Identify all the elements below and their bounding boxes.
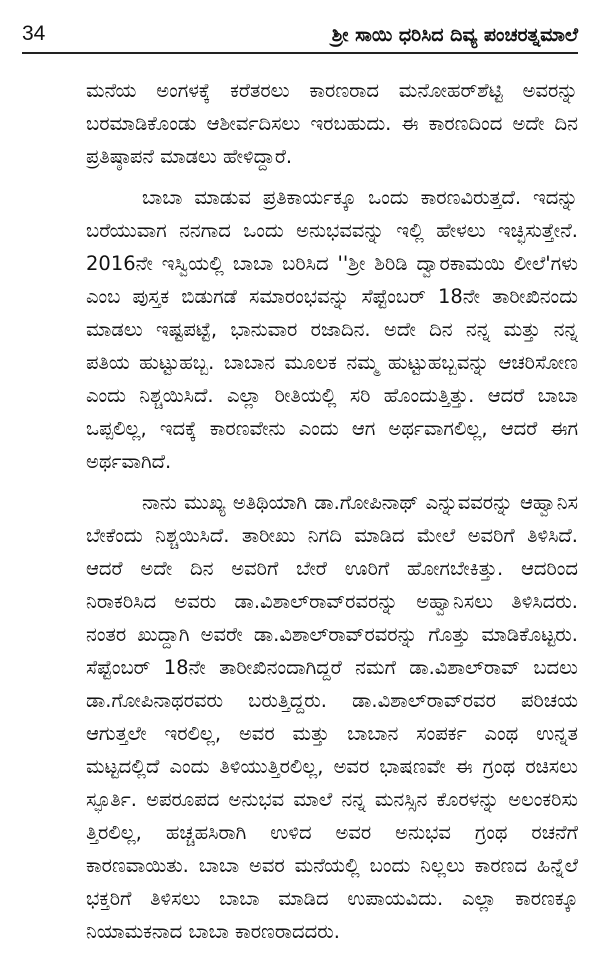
text-line: ಪತಿಯ ಹುಟ್ಟುಹಬ್ಬ. ಬಾಬಾನ ಮೂಲಕ ನಮ್ಮ ಹುಟ್ಟುಹಬ್ಬವನ್ನು ಆಚರಿಸೋಣ xyxy=(86,351,578,374)
page-body xyxy=(86,74,578,956)
text-line: ಡಾ.ಗೋಪಿನಾಥರವರು ಬರುತ್ತಿದ್ದರು. ಡಾ.ವಿಶಾಲ್‌ರಾವ್‌ರವರ ಪರಿಚಯ xyxy=(86,689,578,712)
text-line: ಆಗುತ್ತಲೇ ಇರಲಿಲ್ಲ, ಅವರ ಮತ್ತು ಬಾಬಾನ ಸಂಪರ್ಕ ಎಂಥ ಉನ್ನತ xyxy=(86,722,578,745)
text-line: ಕಾರಣವಾಯಿತು. ಬಾಬಾ ಅವರ ಮನೆಯಲ್ಲಿ ಬಂದು ನಿಲ್ಲಲು ಕಾರಣದ ಹಿನ್ನೆಲೆ xyxy=(86,854,578,877)
text-line: ನಾನು ಮುಖ್ಯ ಅತಿಥಿಯಾಗಿ ಡಾ.ಗೋಪಿನಾಥ್ ಎನ್ನುವವರನ್ನು ಆಹ್ವಾನಿಸ xyxy=(142,491,578,514)
text-line: ಒಪ್ಪಲಿಲ್ಲ, ಇದಕ್ಕೆ ಕಾರಣವೇನು ಎಂದು ಆಗ ಅರ್ಥವಾಗಲಿಲ್ಲ, ಆದರೆ ಈಗ xyxy=(86,417,578,440)
page-number: 34 xyxy=(22,22,46,45)
paragraph xyxy=(86,74,578,173)
text-line: ಪ್ರತಿಷ್ಠಾಪನೆ ಮಾಡಲು ಹೇಳಿದ್ದಾರೆ. xyxy=(86,145,293,168)
text-line: ಆದರೆ ಅದೇ ದಿನ ಅವರಿಗೆ ಬೇರೆ ಊರಿಗೆ ಹೋಗಬೇಕಿತ್ತು. ಆದರಿಂದ xyxy=(86,557,578,580)
text-line: ಸ್ಫೂರ್ತಿ. ಅಪರೂಪದ ಅನುಭವ ಮಾಲೆ ನನ್ನ ಮನಸ್ಸಿನ ಕೊರಳನ್ನು ಅಲಂಕರಿಸು xyxy=(86,788,578,811)
text-line: ಬರೆಯುವಾಗ ನನಗಾದ ಒಂದು ಅನುಭವವನ್ನು ಇಲ್ಲಿ ಹೇಳಲು ಇಚ್ಛಿಸುತ್ತೇನೆ. xyxy=(86,219,578,242)
text-line: ನಿರಾಕರಿಸಿದ ಅವರು ಡಾ.ವಿಶಾಲ್‌ರಾವ್‌ರವರನ್ನು ಅಹ್ವಾನಿಸಲು ತಿಳಿಸಿದರು. xyxy=(86,590,578,613)
text-line: ಅರ್ಥವಾಗಿದೆ. xyxy=(86,450,172,473)
text-line: ಎಂದು ನಿಶ್ಚಯಿಸಿದೆ. ಎಲ್ಲಾ ರೀತಿಯಲ್ಲಿ ಸರಿ ಹೊಂದುತ್ತಿತ್ತು. ಆದರೆ ಬಾಬಾ xyxy=(86,384,578,407)
running-title: ಶ್ರೀ ಸಾಯಿ ಧರಿಸಿದ ದಿವ್ಯ ಪಂಚರತ್ನಮಾಲೆ xyxy=(331,24,578,46)
text-line: ನಂತರ ಖುದ್ದಾಗಿ ಅವರೇ ಡಾ.ವಿಶಾಲ್‌ರಾವ್‌ರವರನ್ನು ಗೊತ್ತು ಮಾಡಿಕೊಟ್ಟರು. xyxy=(86,623,578,646)
paragraph xyxy=(86,486,578,948)
text-line: ಸೆಪ್ಟೆಂಬರ್ 18ನೇ ತಾರೀಖಿನಂದಾಗಿದ್ದರೆ ನಮಗೆ ಡಾ.ವಿಶಾಲ್‌ರಾವ್ ಬದಲು xyxy=(86,656,578,679)
text-line: ಬೇಕೆಂದು ನಿಶ್ಚಯಿಸಿದೆ. ತಾರೀಖು ನಿಗದಿ ಮಾಡಿದ ಮೇಲೆ ಅವರಿಗೆ ತಿಳಿಸಿದೆ. xyxy=(86,524,578,547)
text-line: ನಿಯಾಮಕನಾದ ಬಾಬಾ ಕಾರಣರಾದದರು. xyxy=(86,920,340,943)
text-line: ತ್ತಿರಲಿಲ್ಲ, ಹಚ್ಚಹಸಿರಾಗಿ ಉಳಿದ ಅವರ ಅನುಭವ ಗ್ರಂಥ ರಚನೆಗೆ xyxy=(86,821,578,844)
page-header xyxy=(22,14,578,54)
text-line: ಮನೆಯ ಅಂಗಳಕ್ಕೆ ಕರೆತರಲು ಕಾರಣರಾದ ಮನೋಹರ್‌ಶೆಟ್ಟಿ ಅವರನ್ನು xyxy=(86,79,578,102)
paragraph xyxy=(86,181,578,478)
text-line: 2016ನೇ ಇಸ್ವಿಯಲ್ಲಿ ಬಾಬಾ ಬರಿಸಿದ ''ಶ್ರೀ ಶಿರಿಡಿ ದ್ವಾರಕಾಮಯಿ ಲೀಲೆ'ಗಳು xyxy=(86,252,578,275)
text-line: ಮಾಡಲು ಇಷ್ಟಪಟ್ಟೆ, ಭಾನುವಾರ ರಜಾದಿನ. ಅದೇ ದಿನ ನನ್ನ ಮತ್ತು ನನ್ನ xyxy=(86,318,578,341)
text-line: ಭಕ್ತರಿಗೆ ತಿಳಿಸಲು ಬಾಬಾ ಮಾಡಿದ ಉಪಾಯವಿದು. ಎಲ್ಲಾ ಕಾರಣಕ್ಕೂ xyxy=(86,887,578,910)
text-line: ಬಾಬಾ ಮಾಡುವ ಪ್ರತಿಕಾರ್ಯಕ್ಕೂ ಒಂದು ಕಾರಣವಿರುತ್ತದೆ. ಇದನ್ನು xyxy=(142,186,578,209)
text-line: ಮಟ್ಟದಲ್ಲಿದೆ ಎಂದು ತಿಳಿಯುತ್ತಿರಲಿಲ್ಲ, ಅವರ ಭಾಷಣವೇ ಈ ಗ್ರಂಥ ರಚಿಸಲು xyxy=(86,755,578,778)
text-line: ಎಂಬ ಪುಸ್ತಕ ಬಿಡುಗಡೆ ಸಮಾರಂಭವನ್ನು ಸೆಪ್ಟೆಂಬರ್ 18ನೇ ತಾರೀಖಿನಂದು xyxy=(86,285,578,308)
text-line: ಬರಮಾಡಿಕೊಂಡು ಆಶೀರ್ವದಿಸಲು ಇರಬಹುದು. ಈ ಕಾರಣದಿಂದ ಅದೇ ದಿನ xyxy=(86,112,578,135)
